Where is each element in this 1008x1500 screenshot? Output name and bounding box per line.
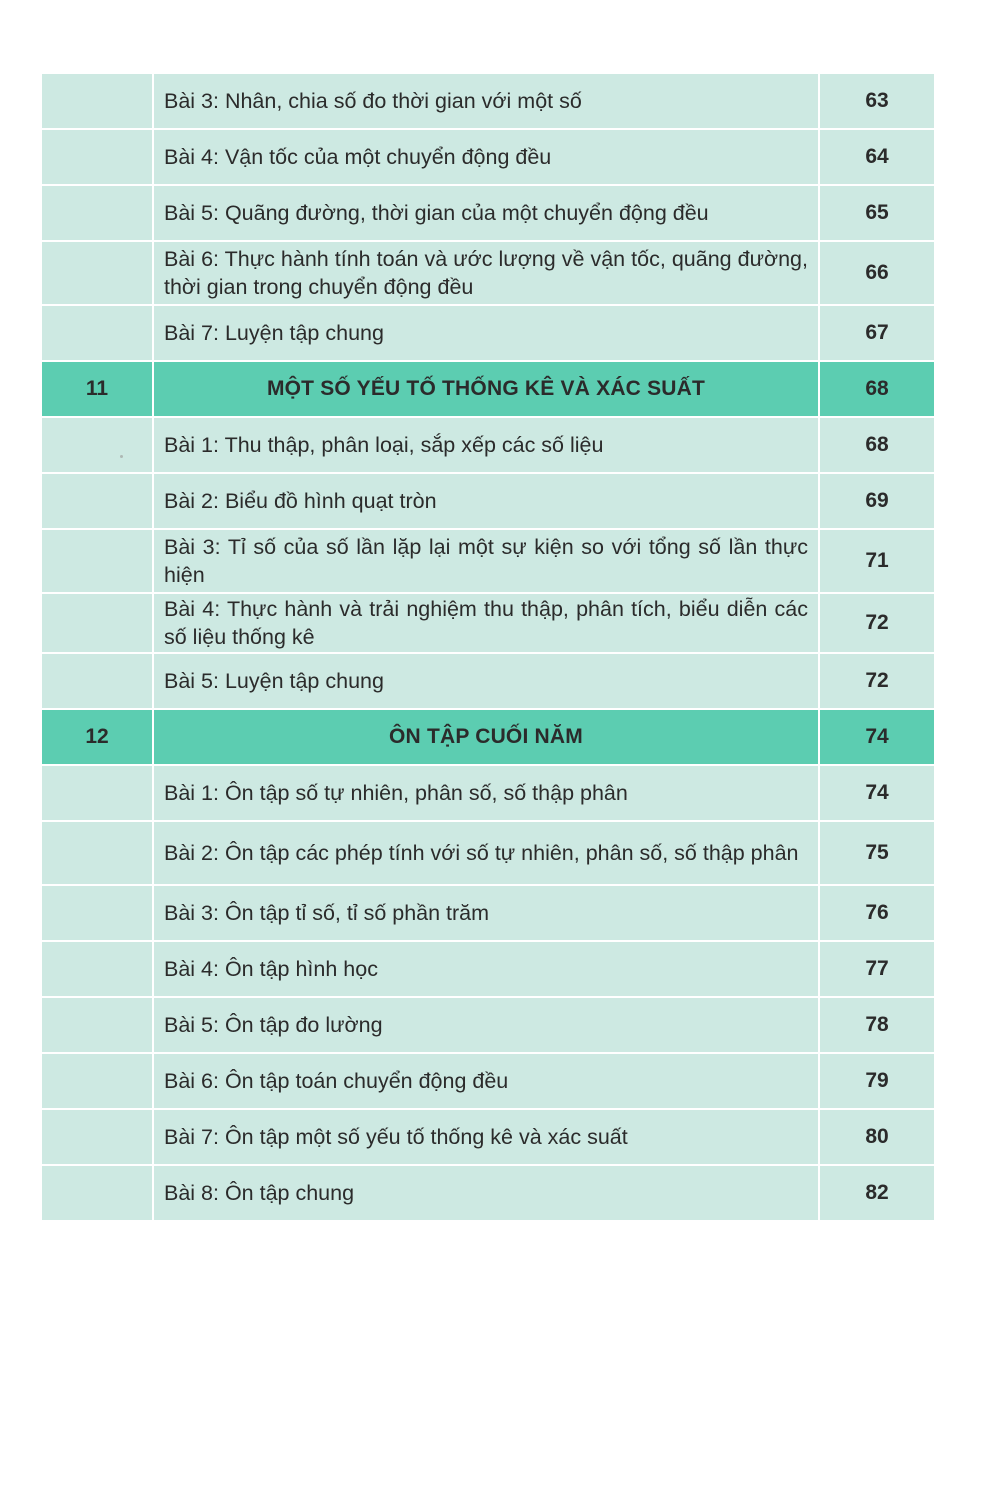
- lesson-title: Bài 3: Ôn tập tỉ số, tỉ số phần trăm: [154, 886, 820, 942]
- chapter-number: [42, 186, 154, 242]
- chapter-number: [42, 242, 154, 306]
- lesson-title: Bài 6: Thực hành tính toán và ước lượng về vận tốc, quãng đường, thời gian trong chuyển động đều: [154, 242, 820, 306]
- page-number: 68: [820, 418, 934, 474]
- chapter-number: [42, 998, 154, 1054]
- lesson-title: Bài 4: Ôn tập hình học: [154, 942, 820, 998]
- page-number: 80: [820, 1110, 934, 1166]
- lesson-title: Bài 2: Ôn tập các phép tính với số tự nhiên, phân số, số thập phân: [154, 822, 820, 886]
- page-number: 68: [820, 362, 934, 418]
- page-number: 69: [820, 474, 934, 530]
- page-number: 67: [820, 306, 934, 362]
- lesson-title: Bài 7: Ôn tập một số yếu tố thống kê và xác suất: [154, 1110, 820, 1166]
- chapter-number: [42, 306, 154, 362]
- lesson-title: Bài 3: Tỉ số của số lần lặp lại một sự kiện so với tổng số lần thực hiện: [154, 530, 820, 594]
- page-number: 74: [820, 766, 934, 822]
- page-number: 75: [820, 822, 934, 886]
- chapter-number: [42, 474, 154, 530]
- chapter-number: 12: [42, 710, 154, 766]
- paper-speck: [120, 455, 123, 458]
- page-number: 64: [820, 130, 934, 186]
- chapter-number: [42, 130, 154, 186]
- chapter-number: [42, 942, 154, 998]
- chapter-number: [42, 530, 154, 594]
- page-number: 72: [820, 594, 934, 654]
- page-number: 79: [820, 1054, 934, 1110]
- lesson-title: Bài 4: Thực hành và trải nghiệm thu thập, phân tích, biểu diễn các số liệu thống kê: [154, 594, 820, 654]
- chapter-title: MỘT SỐ YẾU TỐ THỐNG KÊ VÀ XÁC SUẤT: [154, 362, 820, 418]
- lesson-title: Bài 3: Nhân, chia số đo thời gian với một số: [154, 74, 820, 130]
- chapter-title: ÔN TẬP CUỐI NĂM: [154, 710, 820, 766]
- page-number: 72: [820, 654, 934, 710]
- chapter-number: [42, 1054, 154, 1110]
- chapter-number: [42, 766, 154, 822]
- page-number: 78: [820, 998, 934, 1054]
- chapter-number: [42, 654, 154, 710]
- chapter-number: [42, 594, 154, 654]
- page-number: 76: [820, 886, 934, 942]
- chapter-number: [42, 1110, 154, 1166]
- chapter-number: [42, 822, 154, 886]
- page-number: 66: [820, 242, 934, 306]
- lesson-title: Bài 5: Quãng đường, thời gian của một chuyển động đều: [154, 186, 820, 242]
- lesson-title: Bài 2: Biểu đồ hình quạt tròn: [154, 474, 820, 530]
- lesson-title: Bài 5: Luyện tập chung: [154, 654, 820, 710]
- page-number: 82: [820, 1166, 934, 1222]
- lesson-title: Bài 1: Ôn tập số tự nhiên, phân số, số thập phân: [154, 766, 820, 822]
- chapter-number: [42, 418, 154, 474]
- lesson-title: Bài 1: Thu thập, phân loại, sắp xếp các số liệu: [154, 418, 820, 474]
- page-number: 77: [820, 942, 934, 998]
- page-number: 63: [820, 74, 934, 130]
- lesson-title: Bài 4: Vận tốc của một chuyển động đều: [154, 130, 820, 186]
- page-number: 74: [820, 710, 934, 766]
- lesson-title: Bài 8: Ôn tập chung: [154, 1166, 820, 1222]
- page-number: 71: [820, 530, 934, 594]
- lesson-title: Bài 7: Luyện tập chung: [154, 306, 820, 362]
- chapter-number: [42, 1166, 154, 1222]
- chapter-number: [42, 74, 154, 130]
- table-of-contents: [42, 74, 934, 1222]
- chapter-number: [42, 886, 154, 942]
- lesson-title: Bài 6: Ôn tập toán chuyển động đều: [154, 1054, 820, 1110]
- lesson-title: Bài 5: Ôn tập đo lường: [154, 998, 820, 1054]
- chapter-number: 11: [42, 362, 154, 418]
- page-number: 65: [820, 186, 934, 242]
